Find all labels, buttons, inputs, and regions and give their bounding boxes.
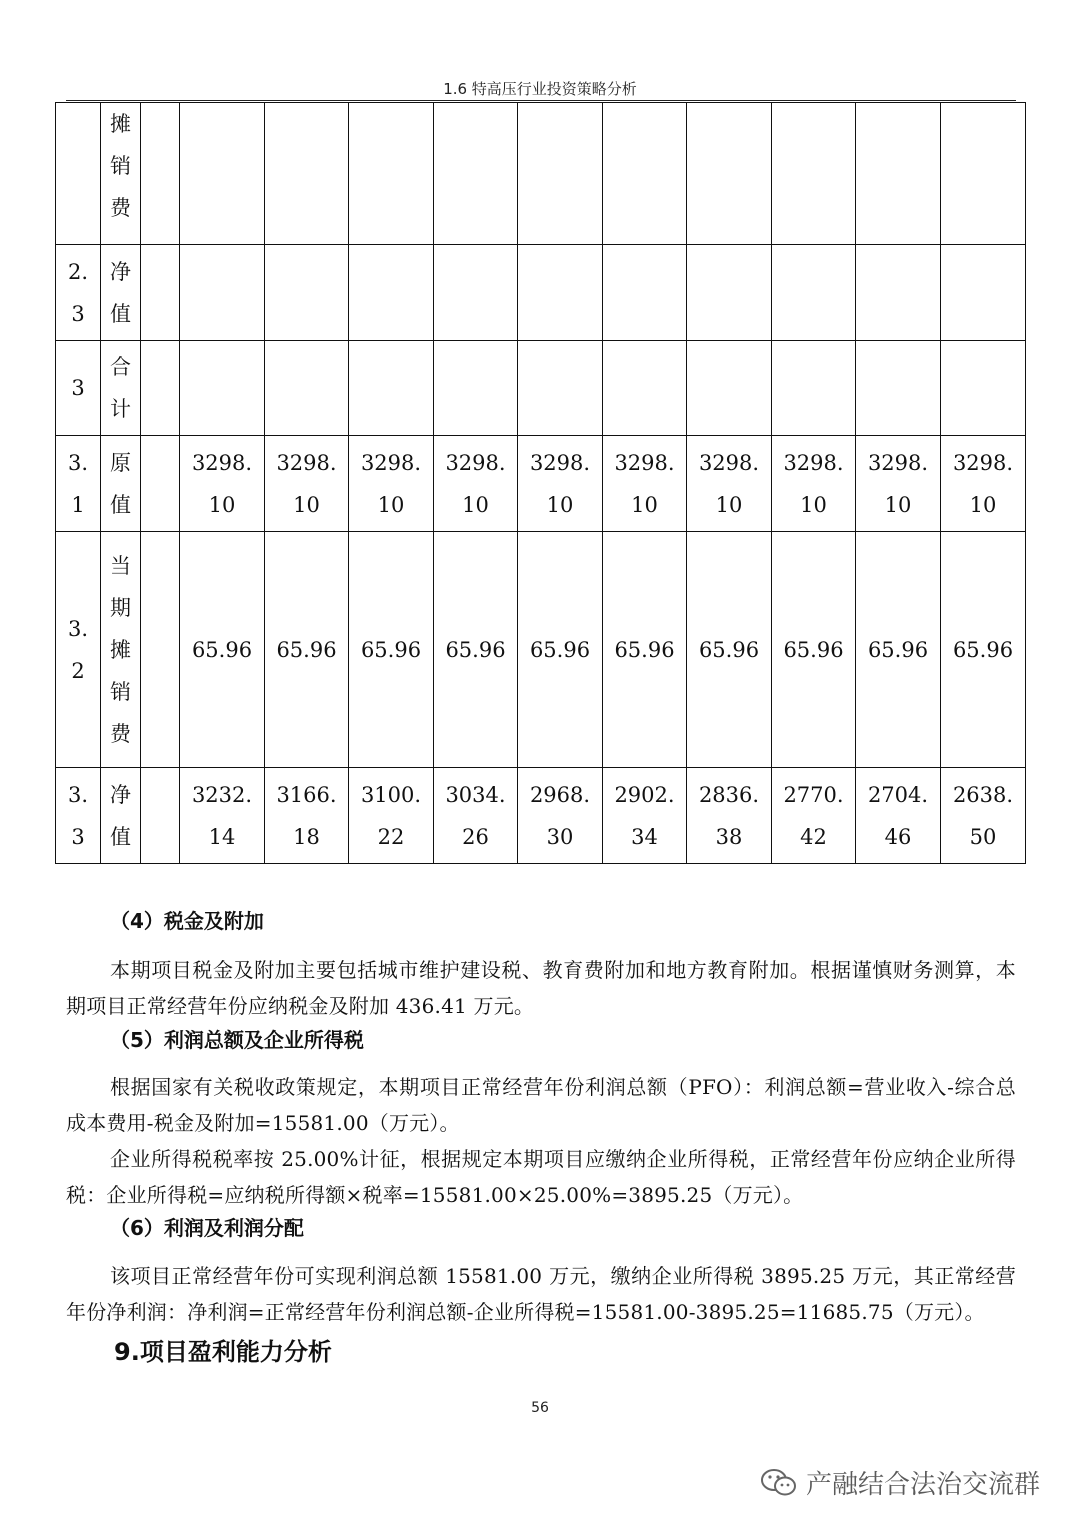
table-cell <box>141 341 180 436</box>
row-index: 3.3 <box>56 768 101 864</box>
table-cell <box>687 103 772 245</box>
table-cell: 3298.10 <box>265 436 349 532</box>
table-cell: 3298.10 <box>180 436 265 532</box>
table-cell <box>180 341 265 436</box>
watermark <box>760 1464 1040 1501</box>
table-cell <box>856 103 941 245</box>
row-name: 合计 <box>101 341 141 436</box>
watermark-text: 产融结合法治交流群 <box>806 1470 1041 1500</box>
table-cell: 3298.10 <box>941 436 1026 532</box>
table-row <box>56 245 1026 341</box>
table-cell: 3298.10 <box>518 436 603 532</box>
row-name: 原值 <box>101 436 141 532</box>
table-cell <box>856 341 941 436</box>
table-cell <box>141 436 180 532</box>
section-5-paragraph-2: 企业所得税税率按 25.00%计征，根据规定本期项目应缴纳企业所得税，正常经营年份应纳企业所得税：企业所得税=应纳税所得额×税率=15581.00×25.00%=3895.25（万元）。 <box>66 1147 1016 1207</box>
table-cell: 65.96 <box>687 532 772 768</box>
table-cell <box>265 341 349 436</box>
table-cell: 3298.10 <box>603 436 687 532</box>
table-cell <box>434 103 518 245</box>
row-name: 净值 <box>101 245 141 341</box>
table-row <box>56 768 1026 864</box>
table-cell <box>518 103 603 245</box>
table-cell <box>141 245 180 341</box>
table-cell: 65.96 <box>941 532 1026 768</box>
row-name: 净值 <box>101 768 141 864</box>
table-cell: 3100.22 <box>349 768 434 864</box>
row-index: 3 <box>56 341 101 436</box>
table-row <box>56 103 1026 245</box>
table-cell: 3166.18 <box>265 768 349 864</box>
table-cell: 2902.34 <box>603 768 687 864</box>
row-index: 3.1 <box>56 436 101 532</box>
table-cell <box>518 245 603 341</box>
table-cell: 3232.14 <box>180 768 265 864</box>
table-cell <box>603 103 687 245</box>
table-cell: 65.96 <box>856 532 941 768</box>
table-cell: 2836.38 <box>687 768 772 864</box>
row-index: 3.2 <box>56 532 101 768</box>
table-row <box>56 532 1026 768</box>
table-cell <box>349 103 434 245</box>
table-cell <box>687 245 772 341</box>
table-cell <box>772 341 856 436</box>
table-row <box>56 436 1026 532</box>
table-cell: 65.96 <box>603 532 687 768</box>
wechat-icon <box>760 1467 798 1499</box>
row-index <box>56 103 101 245</box>
table-cell: 65.96 <box>772 532 856 768</box>
section-6-title: （6）利润及利润分配 <box>110 1216 304 1240</box>
table-cell: 65.96 <box>265 532 349 768</box>
table-cell <box>772 103 856 245</box>
table-cell <box>141 103 180 245</box>
row-name: 摊销费 <box>101 103 141 245</box>
table-cell: 3298.10 <box>856 436 941 532</box>
table-cell: 3298.10 <box>434 436 518 532</box>
table-cell: 65.96 <box>518 532 603 768</box>
table-cell <box>434 341 518 436</box>
page-header: 1.6 特高压行业投资策略分析 <box>443 80 637 98</box>
header-rule <box>66 100 1016 101</box>
section-9-title: 9.项目盈利能力分析 <box>114 1338 332 1366</box>
amortization-table <box>55 102 1026 864</box>
section-5-title: （5）利润总额及企业所得税 <box>110 1028 364 1052</box>
table-cell <box>180 103 265 245</box>
table-cell <box>941 103 1026 245</box>
table-cell <box>603 341 687 436</box>
section-4-paragraph: 本期项目税金及附加主要包括城市维护建设税、教育费附加和地方教育附加。根据谨慎财务测算，本期项目正常经营年份应纳税金及附加 436.41 万元。 <box>66 958 1016 1018</box>
table-row <box>56 341 1026 436</box>
row-index: 2.3 <box>56 245 101 341</box>
table-cell <box>941 341 1026 436</box>
table-cell <box>141 532 180 768</box>
table-cell: 2638.50 <box>941 768 1026 864</box>
table-cell <box>434 245 518 341</box>
section-4-title: （4）税金及附加 <box>110 909 264 933</box>
table-cell <box>856 245 941 341</box>
row-name: 当期摊销费 <box>101 532 141 768</box>
table-cell <box>349 245 434 341</box>
table-cell <box>141 768 180 864</box>
table-cell: 2770.42 <box>772 768 856 864</box>
table-cell <box>265 245 349 341</box>
table-cell: 2704.46 <box>856 768 941 864</box>
table-cell: 3298.10 <box>687 436 772 532</box>
table-cell <box>180 245 265 341</box>
section-6-paragraph: 该项目正常经营年份可实现利润总额 15581.00 万元，缴纳企业所得税 3895.25 万元，其正常经营年份净利润：净利润=正常经营年份利润总额-企业所得税=15581.00-3895.25=11685.75（万元）。 <box>66 1264 1016 1324</box>
table-cell: 65.96 <box>180 532 265 768</box>
table-cell: 3034.26 <box>434 768 518 864</box>
page-number: 56 <box>531 1400 549 1416</box>
table-cell <box>603 245 687 341</box>
table-cell <box>518 341 603 436</box>
table-cell <box>941 245 1026 341</box>
table-cell <box>687 341 772 436</box>
table-cell: 3298.10 <box>349 436 434 532</box>
table-cell: 2968.30 <box>518 768 603 864</box>
section-5-paragraph-1: 根据国家有关税收政策规定，本期项目正常经营年份利润总额（PFO）：利润总额=营业收入-综合总成本费用-税金及附加=15581.00（万元）。 <box>66 1075 1016 1135</box>
table-cell: 65.96 <box>349 532 434 768</box>
table-cell <box>349 341 434 436</box>
table-cell <box>265 103 349 245</box>
table-cell: 3298.10 <box>772 436 856 532</box>
table-cell <box>772 245 856 341</box>
table-cell: 65.96 <box>434 532 518 768</box>
